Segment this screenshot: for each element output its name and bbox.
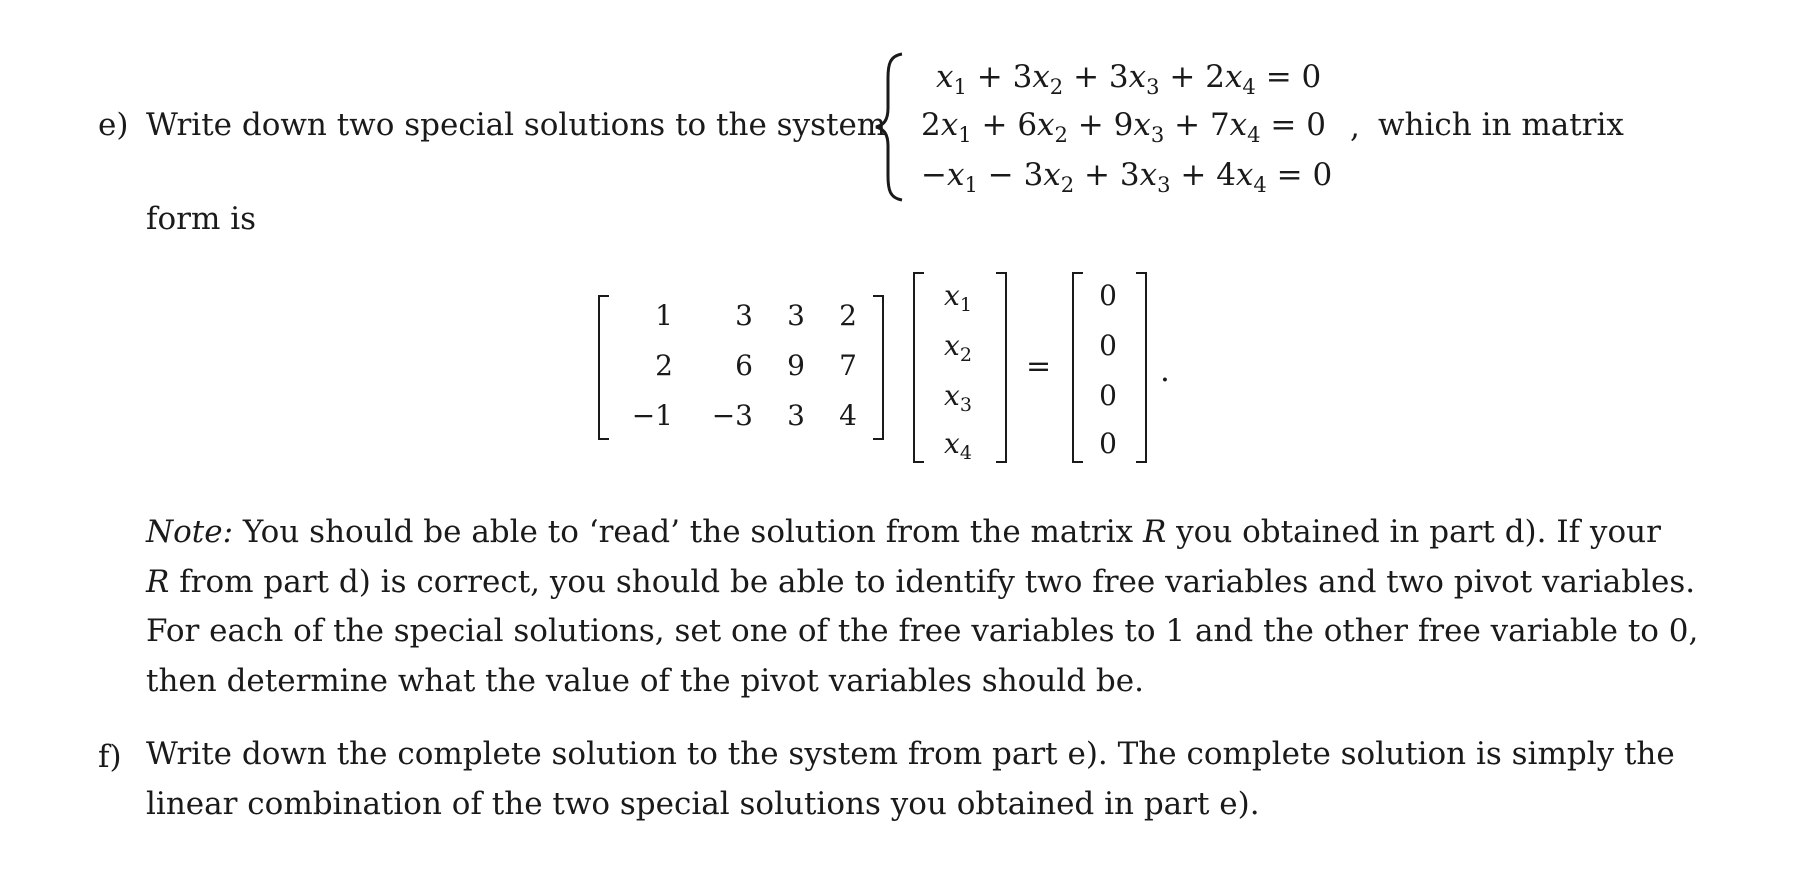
after-system-text: which in matrix bbox=[1378, 107, 1624, 143]
vector-x-right-bracket bbox=[996, 272, 1007, 463]
note-line-3: For each of the special solutions, set one of the free variables to 1 and the other free variable to 0, bbox=[146, 613, 1699, 649]
note-paragraph bbox=[146, 508, 1699, 706]
part-f-label: f) bbox=[98, 739, 122, 775]
note-line-2: R from part d) is correct, you should be able to identify two free variables and two pivot variables. bbox=[146, 563, 1696, 600]
part-f-line-2: linear combination of the two special solutions you obtained in part e). bbox=[146, 785, 1260, 822]
form-is-text: form is bbox=[146, 201, 257, 237]
matrix-a-cell: 2 bbox=[655, 349, 673, 382]
vector-x-entry-4: $x_4$ bbox=[944, 427, 972, 465]
note-label: Note: bbox=[146, 514, 234, 550]
vector-zero-entry: 0 bbox=[1099, 427, 1117, 460]
vector-x-entry-2: $x_2$ bbox=[944, 329, 972, 367]
vector-x-entry-3: $x_3$ bbox=[944, 379, 972, 417]
matrix-a-cell: 3 bbox=[787, 399, 805, 432]
matrix-a-right-bracket bbox=[873, 295, 884, 440]
part-f-paragraph bbox=[146, 730, 1675, 829]
vector-zero-entry: 0 bbox=[1099, 279, 1117, 312]
matrix-a-cell: −1 bbox=[631, 399, 673, 432]
system-row-2: $2x_1 + 6x_2 + 9x_3 + 7x_4 = 0$ bbox=[921, 107, 1326, 147]
note-line-1: Note: You should be able to ‘read’ the solution from the matrix R you obtained in part d). If your bbox=[146, 514, 1661, 550]
matrix-a-cell: 2 bbox=[839, 299, 857, 332]
matrix-a-cell: 3 bbox=[787, 299, 805, 332]
note-line-4: then determine what the value of the pivot variables should be. bbox=[146, 662, 1144, 699]
system-row-3: $-x_1 - 3x_2 + 3x_3 + 4x_4 = 0$ bbox=[921, 157, 1333, 197]
matrix-a-cell: −3 bbox=[711, 399, 753, 432]
system-comma: , bbox=[1350, 109, 1360, 145]
matrix-a-cell: 6 bbox=[735, 349, 753, 382]
matrix-a-cell: 1 bbox=[655, 299, 673, 332]
matrix-a-cell: 3 bbox=[735, 299, 753, 332]
vector-zero-entry: 0 bbox=[1099, 379, 1117, 412]
system-row-1: $x_1 + 3x_2 + 3x_3 + 2x_4 = 0$ bbox=[936, 59, 1322, 99]
vector-zero-entry: 0 bbox=[1099, 329, 1117, 362]
matrix-a-cell: 9 bbox=[787, 349, 805, 382]
part-e-intro: Write down two special solutions to the system bbox=[146, 107, 887, 143]
part-e-label: e) bbox=[98, 107, 129, 143]
vector-x-left-bracket bbox=[913, 272, 924, 463]
matrix-a-cell: 7 bbox=[839, 349, 857, 382]
part-f-line-1: Write down the complete solution to the system from part e). The complete solution is simply the bbox=[146, 736, 1675, 772]
system-brace bbox=[872, 52, 906, 202]
matrix-equals-sign: = bbox=[1026, 349, 1052, 384]
matrix-a-left-bracket bbox=[598, 295, 609, 440]
vector-x-entry-1: $x_1$ bbox=[944, 279, 972, 317]
matrix-a-cell: 4 bbox=[839, 399, 857, 432]
matrix-period: . bbox=[1160, 353, 1170, 389]
